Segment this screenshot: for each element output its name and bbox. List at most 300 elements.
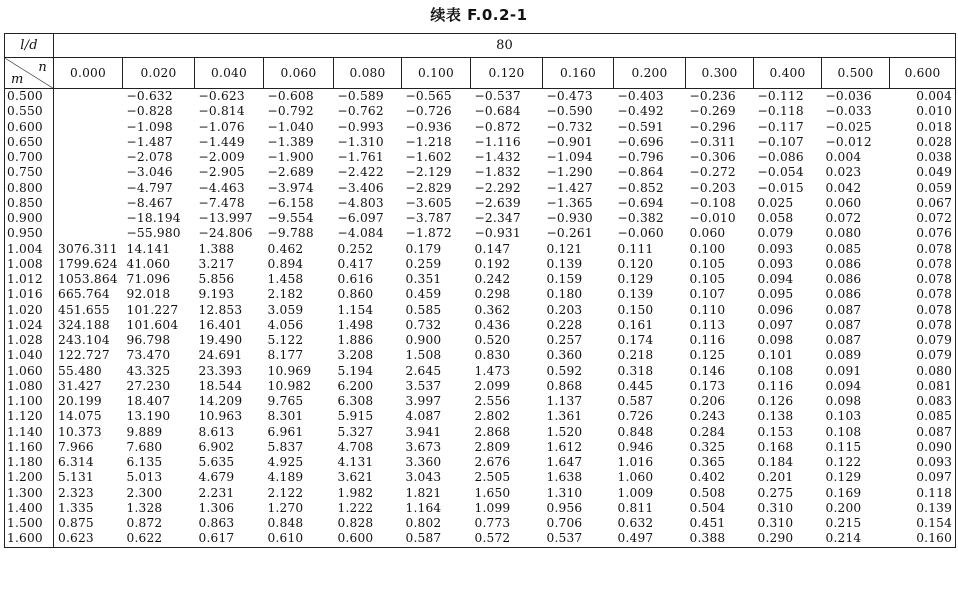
table-cell: 0.108 (825, 424, 862, 439)
table-cell: 0.894 (267, 256, 304, 271)
table-cell: −4.797 (126, 180, 173, 195)
table-cell: −0.086 (757, 150, 804, 164)
table-cell: 0.087 (825, 302, 862, 317)
table-cell: 0.139 (916, 500, 953, 515)
table-cell: 1.821 (405, 485, 442, 500)
table-cell: 1.388 (198, 241, 235, 256)
table-cell: 2.122 (267, 485, 304, 500)
table-cell: −6.158 (267, 195, 314, 210)
table-cell: −0.112 (757, 89, 804, 103)
table-cell: 0.184 (757, 455, 794, 469)
table-cell: 0.617 (198, 531, 235, 546)
m-value-cell: 0.850 (5, 196, 54, 211)
table-cell: 96.798 (126, 333, 171, 347)
table-row (5, 89, 956, 105)
table-cell (54, 181, 123, 196)
table-cell: 0.179 (405, 241, 442, 256)
table-cell: 0.101 (757, 348, 794, 363)
table-cell: 43.325 (126, 363, 171, 378)
table-cell: 0.592 (546, 363, 583, 378)
table-cell: 0.259 (405, 256, 442, 271)
table-cell: 0.228 (546, 317, 583, 332)
table-cell: 0.504 (689, 500, 726, 515)
table-cell: 0.116 (757, 378, 794, 393)
table-cell: −6.097 (337, 211, 384, 225)
table-cell: 6.200 (337, 378, 374, 393)
table-cell: 0.203 (546, 302, 583, 317)
table-cell: 0.079 (916, 348, 953, 363)
table-cell: −0.537 (474, 89, 521, 103)
table-cell: 0.010 (916, 104, 953, 119)
table-cell: 0.632 (617, 516, 654, 530)
table-cell: 0.004 (916, 89, 953, 103)
table-cell: 3.360 (405, 455, 442, 469)
table-cell: 0.365 (689, 455, 726, 469)
table-cell: −0.382 (617, 211, 664, 225)
table-cell: 0.168 (757, 439, 794, 454)
table-cell: 0.120 (617, 256, 654, 271)
table-cell (54, 165, 123, 180)
table-cell: 18.407 (126, 394, 171, 408)
table-cell: 1.335 (58, 500, 94, 515)
table-cell: 0.058 (757, 211, 794, 225)
m-value-cell: 1.500 (5, 516, 54, 531)
table-cell: 0.154 (916, 516, 953, 530)
table-cell: 1799.624 (58, 256, 118, 271)
table-cell: −2.639 (474, 195, 521, 210)
table-cell: 0.462 (267, 241, 304, 256)
table-cell: 0.083 (916, 394, 953, 408)
m-value-cell: 1.008 (5, 257, 54, 272)
table-cell: 0.201 (757, 470, 794, 485)
table-cell: −3.605 (405, 195, 452, 210)
table-row (5, 531, 956, 547)
table-cell: −1.389 (267, 134, 314, 149)
table-cell: 0.587 (405, 531, 442, 546)
m-value-cell: 1.200 (5, 470, 54, 485)
table-cell: 2.099 (474, 378, 511, 393)
table-cell: 3.208 (337, 348, 374, 363)
table-cell: 0.445 (617, 378, 654, 393)
table-cell: 0.103 (825, 409, 862, 424)
table-cell: −0.930 (546, 211, 593, 225)
table-cell: −18.194 (126, 211, 181, 225)
table-cell: −4.803 (337, 195, 384, 210)
table-cell: 101.227 (126, 302, 179, 317)
table-cell: 4.189 (267, 470, 304, 485)
table-cell: 55.480 (58, 363, 102, 378)
table-cell: 0.118 (916, 485, 953, 500)
table-cell: 0.018 (916, 119, 953, 134)
table-cell: −0.473 (546, 89, 593, 103)
table-cell: −0.060 (617, 226, 664, 241)
table-cell: 5.131 (58, 470, 94, 485)
table-cell: 1.508 (405, 348, 442, 363)
table-row (5, 257, 956, 272)
table-cell: 0.360 (546, 348, 583, 363)
table-cell: 0.023 (825, 165, 862, 180)
table-cell: 451.655 (58, 302, 110, 317)
table-cell: 1053.864 (58, 272, 118, 286)
table-cell: 0.537 (546, 531, 583, 546)
table-cell: 1.270 (267, 500, 304, 515)
n-column-header: 0.300 (686, 58, 754, 89)
table-cell: −2.422 (337, 165, 384, 180)
table-cell: 3.997 (405, 394, 442, 408)
table-cell: 2.802 (474, 409, 511, 424)
m-value-cell: 1.060 (5, 364, 54, 379)
table-cell: −0.589 (337, 89, 384, 103)
table-cell: −1.365 (546, 195, 593, 210)
table-cell: −0.108 (689, 195, 736, 210)
table-cell: 5.856 (198, 272, 235, 286)
m-value-cell: 1.024 (5, 318, 54, 333)
table-cell: 0.096 (757, 302, 794, 317)
table-cell: 3.059 (267, 302, 304, 317)
table-cell: 0.402 (689, 470, 726, 485)
m-value-cell: 1.004 (5, 242, 54, 257)
table-cell: −0.025 (825, 119, 872, 134)
table-cell: 0.290 (757, 531, 794, 546)
table-cell: −0.792 (267, 104, 314, 119)
table-cell: 24.691 (198, 348, 243, 363)
m-value-cell: 0.500 (5, 89, 54, 105)
table-cell: 1.473 (474, 363, 511, 378)
table-cell: 0.860 (337, 287, 374, 302)
table-cell: −0.632 (126, 89, 173, 103)
table-cell: 5.327 (337, 424, 374, 439)
table-row (5, 486, 956, 501)
table-cell: −0.118 (757, 104, 804, 119)
table-cell: 5.837 (267, 439, 304, 454)
m-value-cell: 0.550 (5, 104, 54, 119)
table-cell: −0.015 (757, 180, 804, 195)
table-cell: −0.814 (198, 104, 245, 119)
table-cell: −0.403 (617, 89, 664, 103)
n-column-header: 0.020 (123, 58, 195, 89)
table-cell: 5.915 (337, 409, 374, 424)
table-cell: 0.946 (617, 439, 654, 454)
table-cell: 0.875 (58, 516, 94, 530)
table-cell: 0.214 (825, 531, 862, 546)
table-cell: 4.131 (337, 455, 374, 469)
table-row (5, 333, 956, 348)
table-cell: −2.129 (405, 165, 452, 180)
table-cell: 8.301 (267, 409, 304, 424)
table-cell: 0.087 (825, 333, 862, 347)
table-cell: 0.900 (405, 333, 442, 347)
table-cell: 0.079 (757, 226, 794, 241)
table-cell: 0.153 (757, 424, 794, 439)
table-row (5, 455, 956, 470)
table-cell: 10.969 (267, 363, 312, 378)
table-cell: 0.206 (689, 394, 726, 408)
table-cell: −0.684 (474, 104, 521, 119)
table-cell: −1.098 (126, 119, 173, 134)
table-cell: −9.554 (267, 211, 314, 225)
table-row (5, 104, 956, 119)
m-value-cell: 1.600 (5, 531, 54, 547)
table-cell: 0.078 (916, 256, 953, 271)
table-cell: −8.467 (126, 195, 173, 210)
table-cell: −0.931 (474, 226, 521, 241)
table-cell: 14.075 (58, 409, 102, 424)
table-cell: −0.036 (825, 89, 872, 103)
table-cell: 0.087 (825, 317, 862, 332)
table-cell: 0.773 (474, 516, 511, 530)
table-cell: −0.732 (546, 119, 593, 134)
table-cell: 0.436 (474, 317, 511, 332)
table-cell: 4.708 (337, 439, 374, 454)
table-cell: 0.078 (916, 241, 953, 256)
table-cell: −0.590 (546, 104, 593, 119)
table-cell: −2.009 (198, 150, 245, 164)
table-cell: 1.982 (337, 485, 374, 500)
m-value-cell: 1.160 (5, 440, 54, 455)
table-cell: 0.706 (546, 516, 583, 530)
n-column-header: 0.160 (543, 58, 614, 89)
table-cell: 0.828 (337, 516, 374, 530)
table-cell: −1.040 (267, 119, 314, 134)
table-cell: 1.137 (546, 394, 583, 408)
table-caption: 续表 F.0.2-1 (430, 6, 528, 24)
table-cell: −0.828 (126, 104, 173, 119)
table-cell: 7.680 (126, 439, 163, 454)
table-cell: 5.013 (126, 470, 163, 485)
table-cell: 3076.311 (58, 241, 118, 256)
table-row (5, 364, 956, 379)
table-cell: 0.310 (757, 500, 794, 515)
table-cell: 4.679 (198, 470, 235, 485)
table-cell: −3.974 (267, 180, 314, 195)
table-cell: 0.150 (617, 302, 654, 317)
table-cell: 41.060 (126, 256, 171, 271)
table-row (5, 470, 956, 485)
coefficient-table (4, 33, 956, 548)
table-cell: 0.086 (825, 256, 862, 271)
m-value-cell: 1.100 (5, 394, 54, 409)
table-cell: 0.159 (546, 272, 583, 286)
table-cell: −0.901 (546, 134, 593, 149)
table-cell: 0.830 (474, 348, 511, 363)
table-cell: 0.111 (617, 241, 654, 256)
m-axis-label: m (11, 72, 24, 87)
table-row (5, 379, 956, 394)
table-cell (54, 89, 123, 105)
table-cell: 0.098 (825, 394, 862, 408)
table-cell: 4.087 (405, 409, 442, 424)
table-cell: 3.673 (405, 439, 442, 454)
table-cell: 2.809 (474, 439, 511, 454)
table-cell: 0.105 (689, 256, 726, 271)
table-cell: −0.203 (689, 180, 736, 195)
table-cell: 2.323 (58, 485, 94, 500)
table-cell (54, 135, 123, 150)
table-cell: 73.470 (126, 348, 171, 363)
table-cell: 0.600 (337, 531, 374, 546)
table-cell: 0.100 (689, 241, 726, 256)
table-cell: 3.941 (405, 424, 442, 439)
table-cell: 2.182 (267, 287, 304, 302)
table-cell: 0.802 (405, 516, 442, 530)
table-cell: 1.306 (198, 500, 235, 515)
table-cell: 0.091 (825, 363, 862, 378)
table-cell: 0.072 (825, 211, 862, 225)
table-cell: 1.886 (337, 333, 374, 347)
table-cell: −0.269 (689, 104, 736, 119)
table-cell: 0.113 (689, 317, 726, 332)
table-row (5, 348, 956, 363)
table-cell: 0.107 (689, 287, 726, 302)
table-cell: 0.086 (825, 272, 862, 286)
table-cell: 0.732 (405, 317, 442, 332)
table-cell: −55.980 (126, 226, 181, 241)
table-cell: 0.059 (916, 180, 953, 195)
table-cell: 10.963 (198, 409, 243, 424)
table-cell: 0.060 (825, 195, 862, 210)
table-cell (54, 226, 123, 241)
table-cell: −1.094 (546, 150, 593, 164)
table-cell: 20.199 (58, 394, 102, 408)
table-cell: 0.252 (337, 241, 374, 256)
table-cell: 1.164 (405, 500, 442, 515)
table-cell: 0.126 (757, 394, 794, 408)
m-value-cell: 1.040 (5, 348, 54, 363)
table-cell: −0.117 (757, 119, 804, 134)
table-cell: 3.537 (405, 378, 442, 393)
table-cell: 0.093 (757, 256, 794, 271)
table-cell: −0.012 (825, 134, 872, 149)
table-cell: 0.451 (689, 516, 726, 530)
table-cell: 0.093 (757, 241, 794, 256)
table-cell: 0.093 (916, 455, 953, 469)
table-cell: 0.081 (916, 378, 953, 393)
table-row (5, 181, 956, 196)
table-cell: 3.217 (198, 256, 235, 271)
table-cell: −0.608 (267, 89, 314, 103)
table-cell: 12.853 (198, 302, 243, 317)
table-cell: −1.832 (474, 165, 521, 180)
table-cell: 0.078 (916, 302, 953, 317)
table-cell: 0.622 (126, 531, 163, 546)
table-cell: 0.325 (689, 439, 726, 454)
table-cell: −1.487 (126, 134, 173, 149)
table-cell: −0.107 (757, 134, 804, 149)
table-cell: 0.243 (689, 409, 726, 424)
table-cell: −0.272 (689, 165, 736, 180)
table-cell: 1.154 (337, 302, 374, 317)
table-cell (54, 104, 123, 119)
table-cell: −7.478 (198, 195, 245, 210)
table-cell: 16.401 (198, 317, 243, 332)
table-cell: −0.492 (617, 104, 664, 119)
table-cell: 1.222 (337, 500, 374, 515)
table-cell: 0.520 (474, 333, 511, 347)
table-cell: −0.864 (617, 165, 664, 180)
table-cell: 18.544 (198, 378, 243, 393)
table-cell: −0.311 (689, 134, 736, 149)
table-cell: 665.764 (58, 287, 110, 302)
table-cell: −1.761 (337, 150, 384, 164)
table-cell: 0.078 (916, 272, 953, 286)
table-cell: 5.635 (198, 455, 235, 469)
table-cell: −2.078 (126, 150, 173, 164)
table-cell: 1.520 (546, 424, 583, 439)
table-cell: 2.868 (474, 424, 511, 439)
n-column-header: 0.060 (264, 58, 334, 89)
table-cell: 19.490 (198, 333, 243, 347)
table-cell: 9.765 (267, 394, 304, 408)
table-cell: 0.868 (546, 378, 583, 393)
table-cell: 1.638 (546, 470, 583, 485)
table-cell: 31.427 (58, 378, 102, 393)
table-row (5, 211, 956, 226)
table-row (5, 165, 956, 180)
table-cell: 0.284 (689, 424, 726, 439)
table-row (5, 226, 956, 241)
table-row (5, 501, 956, 516)
table-cell (54, 211, 123, 226)
table-cell: −1.872 (405, 226, 452, 241)
table-cell: −0.696 (617, 134, 664, 149)
table-cell: −0.796 (617, 150, 664, 164)
table-cell: 0.115 (825, 439, 862, 454)
table-cell: −3.046 (126, 165, 173, 180)
table-cell: 5.194 (337, 363, 374, 378)
table-cell: −0.010 (689, 211, 736, 225)
table-row (5, 287, 956, 302)
table-cell: 1.310 (546, 485, 583, 500)
m-value-cell: 1.080 (5, 379, 54, 394)
table-cell: −0.033 (825, 104, 872, 119)
table-cell: 1.328 (126, 500, 163, 515)
table-cell: 0.125 (689, 348, 726, 363)
table-cell: 0.623 (58, 531, 94, 546)
n-header-row (5, 58, 956, 89)
table-cell: 1.099 (474, 500, 511, 515)
table-cell: 9.193 (198, 287, 235, 302)
table-cell: 1.060 (617, 470, 654, 485)
table-cell: 0.080 (825, 226, 862, 241)
table-cell: 0.388 (689, 531, 726, 546)
table-cell: 0.161 (617, 317, 654, 332)
table-cell: 1.647 (546, 455, 583, 469)
table-cell: 6.961 (267, 424, 304, 439)
n-column-header: 0.100 (402, 58, 471, 89)
table-cell: 0.585 (405, 302, 442, 317)
table-cell: 0.060 (689, 226, 726, 241)
table-cell: 0.116 (689, 333, 726, 347)
table-row (5, 425, 956, 440)
table-cell: 0.076 (916, 226, 953, 241)
table-cell: −1.602 (405, 150, 452, 164)
table-cell: 0.242 (474, 272, 511, 286)
table-cell: −0.852 (617, 180, 664, 195)
table-cell: 0.257 (546, 333, 583, 347)
table-cell: 0.848 (267, 516, 304, 530)
n-column-header: 0.500 (822, 58, 890, 89)
table-cell: 0.095 (757, 287, 794, 302)
table-cell: 71.096 (126, 272, 171, 286)
table-cell: 0.417 (337, 256, 374, 271)
table-cell: 243.104 (58, 333, 110, 347)
m-value-cell: 0.600 (5, 120, 54, 135)
m-value-cell: 0.950 (5, 226, 54, 241)
table-cell: −1.116 (474, 134, 521, 149)
table-cell: 0.863 (198, 516, 235, 530)
table-cell: 0.038 (916, 150, 953, 164)
table-cell: −3.787 (405, 211, 452, 225)
